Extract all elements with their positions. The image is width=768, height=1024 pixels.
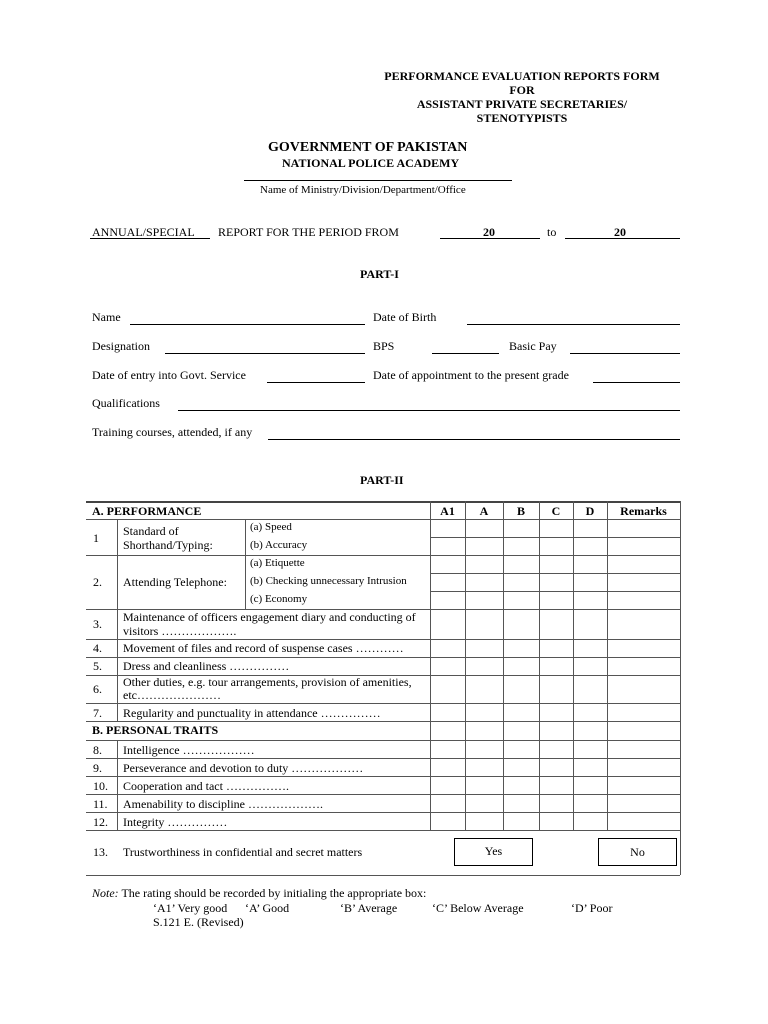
report-period-label: REPORT FOR THE PERIOD FROM bbox=[218, 225, 399, 239]
period-from-line[interactable] bbox=[440, 238, 540, 239]
part1-title: PART-I bbox=[360, 267, 399, 281]
row-number: 2. bbox=[93, 575, 102, 589]
period-to-line[interactable] bbox=[565, 238, 680, 239]
row-number: 3. bbox=[93, 617, 102, 631]
row-number: 12. bbox=[93, 815, 108, 829]
form-title-line3: ASSISTANT PRIVATE SECRETARIES/ bbox=[416, 97, 628, 111]
note bbox=[92, 886, 426, 901]
entry-date-field[interactable] bbox=[267, 382, 365, 383]
note-label: Note: bbox=[92, 886, 119, 900]
report-type-line bbox=[90, 238, 210, 239]
row-number: 13. bbox=[93, 845, 108, 859]
rating-a1: ‘A1’ Very good bbox=[153, 901, 228, 915]
row-number: 1 bbox=[93, 531, 99, 545]
movement-files-label: Movement of files and record of suspense cases ………… bbox=[123, 641, 404, 655]
accuracy-label: (b) Accuracy bbox=[250, 539, 308, 551]
qualifications-label: Qualifications bbox=[92, 396, 160, 410]
speed-label: (a) Speed bbox=[250, 521, 292, 533]
part2-title: PART-II bbox=[360, 473, 404, 487]
ministry-caption: Name of Ministry/Division/Department/Office bbox=[260, 184, 466, 196]
other-duties-label: Other duties, e.g. tour arrangements, provision of amenities, etc………………… bbox=[123, 675, 412, 702]
col-d-header: D bbox=[585, 504, 595, 518]
training-label: Training courses, attended, if any bbox=[92, 425, 253, 439]
period-from-year: 20 bbox=[483, 225, 495, 239]
col-remarks-header: Remarks bbox=[620, 504, 667, 518]
cooperation-label: Cooperation and tact ……………. bbox=[123, 779, 289, 793]
officers-diary-label: Maintenance of officers engagement diary and conducting of visitors ………………. bbox=[123, 610, 416, 638]
etiquette-label: (a) Etiquette bbox=[250, 557, 305, 569]
row-number: 8. bbox=[93, 743, 102, 757]
form-title: PERFORMANCE EVALUATION REPORTS FORM bbox=[384, 69, 660, 83]
basic-pay-field[interactable] bbox=[570, 353, 680, 354]
appointment-date-field[interactable] bbox=[593, 382, 680, 383]
discipline-label: Amenability to discipline ………………. bbox=[123, 797, 323, 811]
economy-label: (c) Economy bbox=[250, 593, 308, 605]
no-box[interactable]: No bbox=[598, 838, 677, 866]
name-label: Name bbox=[92, 310, 121, 324]
rating-a: ‘A’ Good bbox=[245, 901, 290, 915]
row-number: 7. bbox=[93, 706, 102, 720]
bps-label: BPS bbox=[373, 339, 395, 353]
note-text: The rating should be recorded by initialing the appropriate box: bbox=[118, 886, 427, 900]
checking-intrusion-label: (b) Checking unnecessary Intrusion bbox=[250, 575, 407, 587]
period-to-year: 20 bbox=[614, 225, 626, 239]
attending-telephone-label: Attending Telephone: bbox=[123, 575, 227, 589]
ministry-line bbox=[244, 180, 512, 181]
col-a1-header: A1 bbox=[440, 504, 455, 518]
intelligence-label: Intelligence ……………… bbox=[123, 743, 255, 757]
regularity-label: Regularity and punctuality in attendance …………… bbox=[123, 706, 381, 720]
basic-pay-label: Basic Pay bbox=[509, 339, 557, 353]
dress-cleanliness-label: Dress and cleanliness …………… bbox=[123, 659, 290, 673]
dob-label: Date of Birth bbox=[373, 310, 437, 324]
row-number: 10. bbox=[93, 779, 108, 793]
row-number: 4. bbox=[93, 641, 102, 655]
designation-label: Designation bbox=[92, 339, 150, 353]
training-field[interactable] bbox=[268, 439, 680, 440]
integrity-label: Integrity …………… bbox=[123, 815, 228, 829]
bps-field[interactable] bbox=[432, 353, 499, 354]
row-number: 9. bbox=[93, 761, 102, 775]
row-number: 11. bbox=[93, 797, 108, 811]
form-title-line4: STENOTYPISTS bbox=[476, 111, 568, 125]
row-number: 6. bbox=[93, 682, 102, 696]
qualifications-field[interactable] bbox=[178, 410, 680, 411]
appointment-date-label: Date of appointment to the present grade bbox=[373, 368, 569, 382]
report-type-label: ANNUAL/SPECIAL bbox=[92, 225, 195, 239]
rating-b: ‘B’ Average bbox=[340, 901, 398, 915]
entry-date-label: Date of entry into Govt. Service bbox=[92, 368, 246, 382]
col-a-header: A bbox=[479, 504, 489, 518]
rating-c: ‘C’ Below Average bbox=[432, 901, 524, 915]
section-b-heading: B. PERSONAL TRAITS bbox=[92, 723, 219, 737]
form-title-for: FOR bbox=[509, 83, 535, 97]
dob-field[interactable] bbox=[467, 324, 680, 325]
rating-d: ‘D’ Poor bbox=[571, 901, 613, 915]
form-number: S.121 E. (Revised) bbox=[153, 915, 244, 929]
period-to-label: to bbox=[547, 225, 557, 239]
section-a-heading: A. PERFORMANCE bbox=[92, 504, 202, 518]
academy-heading: NATIONAL POLICE ACADEMY bbox=[282, 156, 460, 170]
yes-box[interactable]: Yes bbox=[454, 838, 533, 866]
row-number: 5. bbox=[93, 659, 102, 673]
trustworthiness-label: Trustworthiness in confidential and secret matters bbox=[123, 845, 363, 859]
col-b-header: B bbox=[516, 504, 525, 518]
name-field[interactable] bbox=[130, 324, 365, 325]
col-c-header: C bbox=[551, 504, 561, 518]
shorthand-typing-label: Standard of Shorthand/Typing: bbox=[123, 524, 213, 552]
designation-field[interactable] bbox=[165, 353, 365, 354]
perseverance-label: Perseverance and devotion to duty ……………… bbox=[123, 761, 364, 775]
government-heading: GOVERNMENT OF PAKISTAN bbox=[268, 140, 468, 155]
